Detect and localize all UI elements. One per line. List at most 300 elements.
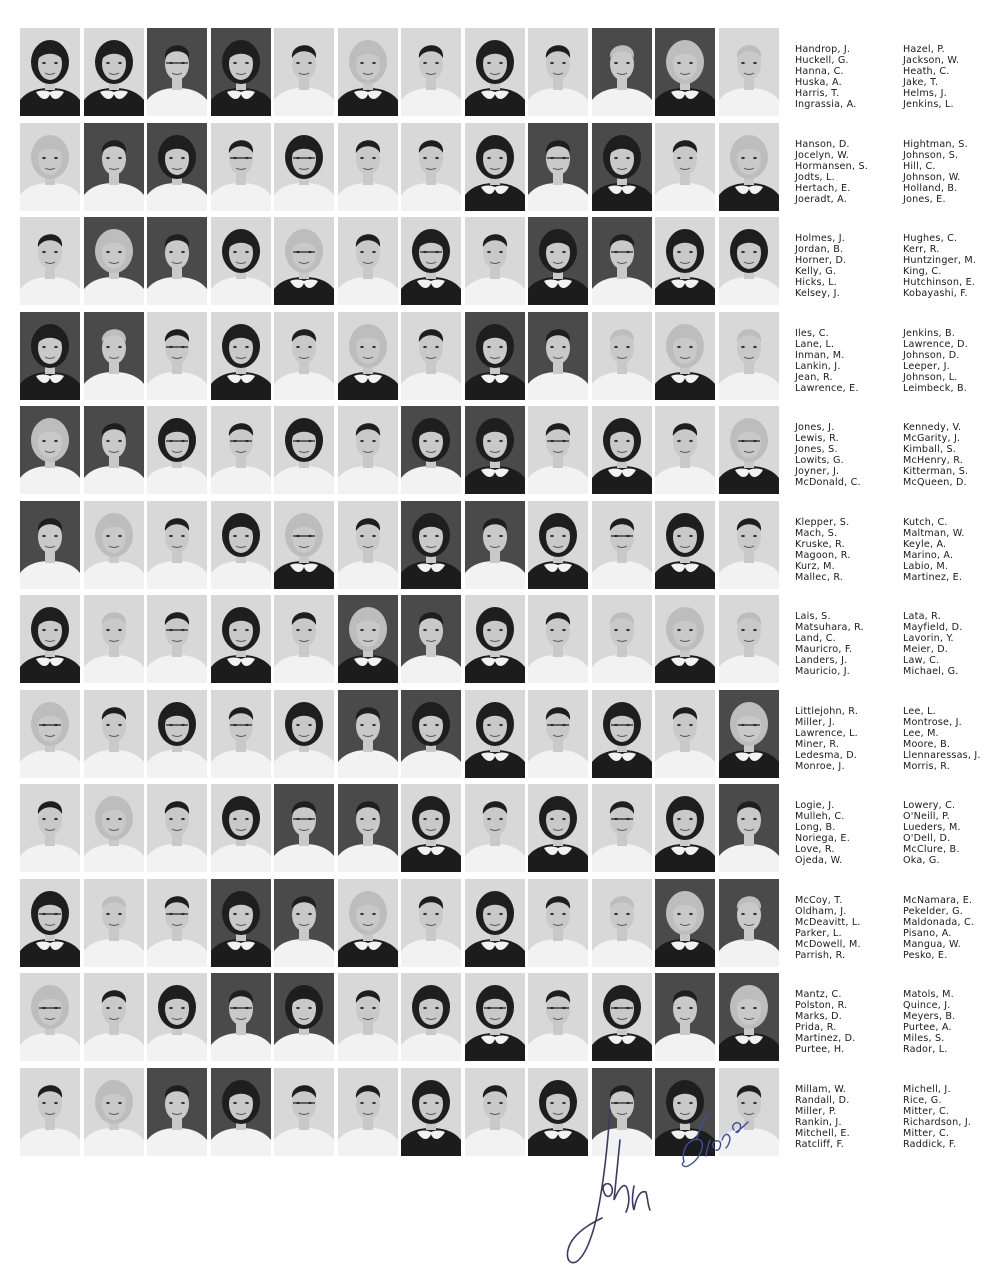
student-name: Richardson, J. [903, 1116, 972, 1128]
student-portrait [592, 312, 652, 400]
portrait-row [20, 123, 780, 215]
student-portrait [338, 501, 398, 589]
student-name: Noriega, E. [795, 833, 850, 844]
student-name: Kobayashi, F. [903, 288, 968, 299]
student-portrait [274, 406, 334, 494]
student-name: Handrop, J. [795, 44, 851, 55]
student-portrait [719, 595, 779, 683]
student-portrait [274, 784, 334, 872]
student-portrait [147, 501, 207, 589]
student-portrait [147, 595, 207, 683]
portrait-row [20, 595, 780, 687]
student-name: Land, C. [795, 633, 836, 644]
name-column-left [795, 989, 903, 1055]
student-portrait [211, 406, 271, 494]
student-portrait [465, 217, 525, 305]
name-block [795, 611, 1000, 691]
student-name: Jake, T. [903, 77, 939, 88]
student-portrait [20, 501, 80, 589]
name-block [795, 895, 1000, 975]
student-portrait [84, 690, 144, 778]
student-portrait [20, 595, 80, 683]
student-portrait [84, 217, 144, 305]
student-name: Marks, D. [795, 1011, 842, 1022]
student-portrait [528, 217, 588, 305]
student-portrait [211, 879, 271, 967]
student-name: Llennaressas, J. [903, 749, 981, 761]
student-name: Klepper, S. [795, 516, 850, 528]
student-portrait [465, 312, 525, 400]
student-portrait [592, 784, 652, 872]
portrait-row [20, 217, 780, 309]
student-name: Ledesma, D. [795, 749, 858, 761]
student-name: Lewis, R. [795, 433, 839, 444]
student-portrait [338, 784, 398, 872]
student-name: O'Neill, P. [903, 811, 950, 822]
student-portrait [274, 595, 334, 683]
name-column-left [795, 611, 903, 677]
student-portrait [20, 217, 80, 305]
student-portrait [465, 123, 525, 211]
student-portrait [655, 501, 715, 589]
student-name: Love, R. [795, 844, 835, 855]
student-name: Hormansen, S. [795, 160, 868, 172]
student-name: Jodts, L. [795, 171, 835, 183]
student-name: Leeper, J. [903, 360, 950, 372]
student-name: Lowits, G. [795, 455, 844, 466]
student-name: Rador, L. [903, 1044, 948, 1055]
student-name: Harris, T. [795, 88, 840, 99]
student-name: Miner, R. [795, 738, 840, 750]
student-portrait [20, 690, 80, 778]
student-portrait [528, 501, 588, 589]
student-portrait [147, 879, 207, 967]
student-name: Hutchinson, E. [903, 277, 976, 288]
student-portrait [719, 690, 779, 778]
student-name: Raddick, F. [903, 1138, 957, 1150]
student-name: Magoon, R. [795, 549, 851, 561]
student-name: Mitter, C. [903, 1127, 950, 1139]
name-column-left [795, 706, 903, 772]
student-portrait [274, 973, 334, 1061]
student-portrait [592, 217, 652, 305]
student-portrait [401, 406, 461, 494]
student-portrait [719, 501, 779, 589]
student-portrait [338, 595, 398, 683]
student-name: Jones, J. [795, 422, 835, 433]
student-portrait [84, 595, 144, 683]
student-name: Johnson, D. [903, 349, 960, 361]
student-name: Kelsey, J. [795, 288, 840, 299]
student-name: Quince, J. [903, 1000, 951, 1011]
name-column-left [795, 422, 903, 488]
student-name: Helms, J. [903, 88, 947, 99]
student-portrait [338, 217, 398, 305]
student-portrait [401, 217, 461, 305]
student-portrait [274, 28, 334, 116]
student-portrait [528, 28, 588, 116]
student-portrait [401, 1068, 461, 1156]
student-portrait [147, 28, 207, 116]
student-portrait [465, 28, 525, 116]
student-name: Mangua, W. [903, 938, 961, 950]
student-portrait [401, 28, 461, 116]
student-name: Lueders, M. [903, 822, 961, 833]
student-name: Kutch, C. [903, 516, 948, 528]
student-name: Meyers, B. [903, 1011, 956, 1022]
student-name: Hughes, C. [903, 233, 958, 244]
student-portrait [592, 595, 652, 683]
student-name: Lata, R. [903, 611, 941, 622]
name-column-right [903, 800, 1000, 866]
student-name: Huntzinger, M. [903, 255, 977, 266]
name-column-left [795, 44, 903, 110]
student-name: Labio, M. [903, 560, 949, 572]
student-name: Kurz, M. [795, 560, 835, 572]
student-portrait [211, 595, 271, 683]
student-name: Polston, R. [795, 1000, 848, 1011]
name-block [795, 422, 1000, 502]
student-name: Meier, D. [903, 644, 949, 655]
student-name: Miller, P. [795, 1105, 837, 1117]
student-portrait [592, 690, 652, 778]
student-portrait [655, 123, 715, 211]
student-portrait [274, 312, 334, 400]
name-block [795, 800, 1000, 880]
student-name: Morris, R. [903, 760, 951, 772]
student-name: Mayfield, D. [903, 622, 963, 633]
student-name: Jones, S. [795, 444, 838, 455]
student-portrait [20, 312, 80, 400]
student-name: Lowery, C. [903, 800, 956, 811]
student-name: Mallec, R. [795, 571, 844, 583]
student-name: Rankin, J. [795, 1116, 842, 1128]
student-name: Landers, J. [795, 655, 848, 666]
student-portrait [147, 1068, 207, 1156]
student-portrait [401, 501, 461, 589]
student-portrait [465, 1068, 525, 1156]
student-portrait [401, 690, 461, 778]
student-portrait [211, 784, 271, 872]
student-portrait [528, 973, 588, 1061]
portrait-row [20, 312, 780, 404]
student-name: Marino, A. [903, 549, 954, 561]
student-name: Hanna, C. [795, 66, 844, 77]
name-column-left [795, 517, 903, 583]
student-name: Millam, W. [795, 1083, 847, 1095]
student-portrait [719, 879, 779, 967]
portrait-row [20, 501, 780, 593]
student-name: Huckell, G. [795, 55, 849, 66]
student-portrait [655, 406, 715, 494]
student-name: Oka, G. [903, 855, 940, 866]
student-name: Parker, L. [795, 927, 842, 939]
name-block [795, 139, 1000, 219]
student-portrait [465, 973, 525, 1061]
student-name: King, C. [903, 266, 942, 277]
student-name: Law, C. [903, 655, 940, 666]
student-portrait [274, 123, 334, 211]
student-name: Maldonada, C. [903, 916, 975, 928]
name-block [795, 328, 1000, 408]
student-name: Huska, A. [795, 77, 842, 88]
student-name: Oldham, J. [795, 905, 847, 917]
student-name: Holland, B. [903, 182, 958, 194]
student-name: Jenkins, L. [903, 99, 954, 110]
name-column-right [903, 233, 1000, 299]
student-portrait [465, 879, 525, 967]
student-portrait [20, 123, 80, 211]
student-name: Keyle, A. [903, 538, 947, 550]
name-block [795, 517, 1000, 597]
name-column-left [795, 800, 903, 866]
student-name: Lavorin, Y. [903, 633, 954, 644]
student-portrait [338, 406, 398, 494]
student-portrait [719, 312, 779, 400]
student-name: Lee, L. [903, 705, 936, 717]
student-portrait [655, 690, 715, 778]
student-name: Jordan, B. [795, 244, 844, 255]
student-name: Pisano, A. [903, 927, 952, 939]
name-column-left [795, 233, 903, 299]
student-portrait [719, 406, 779, 494]
portrait-row [20, 973, 780, 1065]
student-portrait [592, 28, 652, 116]
student-portrait [655, 28, 715, 116]
handwritten-signatures [560, 1100, 760, 1272]
student-name: Michell, J. [903, 1083, 951, 1095]
student-name: Michael, G. [903, 666, 959, 677]
student-portrait [401, 879, 461, 967]
student-name: Hill, C. [903, 160, 936, 172]
student-portrait [592, 879, 652, 967]
student-portrait [655, 217, 715, 305]
portrait-row [20, 690, 780, 782]
student-portrait [84, 123, 144, 211]
student-name: Ojeda, W. [795, 855, 843, 866]
student-portrait [719, 28, 779, 116]
student-name: Mauricio, J. [795, 666, 851, 677]
student-name: Monroe, J. [795, 760, 845, 772]
student-name: Littlejohn, R. [795, 705, 859, 717]
student-name: Johnson, W. [903, 171, 961, 183]
name-column-right [903, 139, 1000, 205]
student-portrait [20, 406, 80, 494]
student-portrait [84, 28, 144, 116]
student-portrait [274, 501, 334, 589]
student-name: Miller, J. [795, 716, 836, 728]
name-block [795, 989, 1000, 1069]
student-name: Kerr, R. [903, 244, 940, 255]
student-portrait [20, 784, 80, 872]
student-name: Lawrence, D. [903, 338, 968, 350]
student-name: Joeradt, A. [795, 193, 848, 205]
student-portrait [465, 784, 525, 872]
name-block [795, 44, 1000, 124]
name-column-right [903, 611, 1000, 677]
student-portrait [211, 28, 271, 116]
student-portrait [401, 973, 461, 1061]
student-name: Hazel, P. [903, 44, 945, 55]
student-portrait [465, 406, 525, 494]
student-portrait [338, 973, 398, 1061]
student-name: Matols, M. [903, 989, 954, 1000]
student-portrait [274, 217, 334, 305]
student-name: Lawrence, E. [795, 382, 859, 394]
student-name: Jones, E. [903, 193, 946, 205]
student-portrait [84, 406, 144, 494]
student-name: Martinez, D. [795, 1033, 856, 1044]
student-portrait [338, 1068, 398, 1156]
name-column-left [795, 328, 903, 394]
student-name: Kelly, G. [795, 266, 837, 277]
student-portrait [655, 312, 715, 400]
student-name: McClure, B. [903, 844, 960, 855]
student-name: Parrish, R. [795, 949, 846, 961]
name-column-left [795, 139, 903, 205]
student-portrait [147, 312, 207, 400]
student-portrait [274, 879, 334, 967]
student-name: Purtee, A. [903, 1022, 952, 1033]
student-name: Prida, R. [795, 1022, 837, 1033]
student-portrait [655, 784, 715, 872]
student-name: Martinez, E. [903, 571, 963, 583]
student-name: Johnson, S. [903, 149, 959, 161]
student-portrait [274, 690, 334, 778]
portrait-row [20, 406, 780, 498]
student-name: McQueen, D. [903, 477, 967, 488]
name-column-left [795, 895, 903, 961]
name-column-right [903, 895, 1000, 961]
student-portrait [528, 879, 588, 967]
student-name: McCoy, T. [795, 894, 843, 906]
student-name: McHenry, R. [903, 455, 964, 466]
student-name: Montrose, J. [903, 716, 962, 728]
signature-diana [670, 1100, 760, 1200]
student-name: Hicks, L. [795, 277, 838, 288]
student-portrait [719, 973, 779, 1061]
student-name: Joyner, J. [795, 466, 840, 477]
student-portrait [401, 595, 461, 683]
student-name: Jenkins, B. [903, 327, 956, 339]
student-portrait [719, 784, 779, 872]
student-name: Mitchell, E. [795, 1127, 850, 1139]
student-portrait [147, 217, 207, 305]
student-name: Pesko, E. [903, 949, 948, 961]
student-portrait [592, 406, 652, 494]
student-portrait [20, 973, 80, 1061]
student-portrait [338, 123, 398, 211]
student-portrait [655, 595, 715, 683]
student-portrait [655, 879, 715, 967]
student-name: Lankin, J. [795, 360, 841, 372]
student-name: Ratcliff, F. [795, 1138, 844, 1150]
student-portrait [528, 784, 588, 872]
name-column-right [903, 706, 1000, 772]
student-name: Long, B. [795, 822, 836, 833]
student-portrait [338, 312, 398, 400]
student-portrait [147, 123, 207, 211]
student-portrait [84, 973, 144, 1061]
student-portrait [528, 123, 588, 211]
student-name: Kennedy, V. [903, 422, 962, 433]
student-name: McNamara, E. [903, 894, 973, 906]
student-portrait [147, 406, 207, 494]
student-name: Horner, D. [795, 255, 847, 266]
student-name: McDonald, C. [795, 477, 861, 488]
student-name: Lais, S. [795, 611, 831, 622]
student-portrait [401, 123, 461, 211]
student-portrait [338, 690, 398, 778]
name-column-right [903, 44, 1000, 110]
portrait-row [20, 784, 780, 876]
student-name: Matsuhara, R. [795, 622, 864, 633]
student-name: Ingrassia, A. [795, 99, 857, 110]
student-portrait [592, 501, 652, 589]
student-name: Lawrence, L. [795, 727, 858, 739]
student-portrait [401, 312, 461, 400]
student-portrait [274, 1068, 334, 1156]
student-name: Purtee, H. [795, 1044, 845, 1055]
name-column-right [903, 328, 1000, 394]
student-name: Miles, S. [903, 1033, 945, 1044]
student-portrait [20, 1068, 80, 1156]
student-name: Rice, G. [903, 1094, 942, 1106]
student-name: Kitterman, S. [903, 466, 969, 477]
student-portrait [20, 28, 80, 116]
portrait-row [20, 28, 780, 120]
student-name: Inman, M. [795, 349, 845, 361]
student-portrait [84, 312, 144, 400]
name-column-right [903, 422, 1000, 488]
student-portrait [592, 123, 652, 211]
student-portrait [655, 973, 715, 1061]
student-name: Hightman, S. [903, 138, 968, 150]
student-name: Lee, M. [903, 727, 939, 739]
student-portrait [592, 973, 652, 1061]
student-portrait [719, 217, 779, 305]
student-name: Randall, D. [795, 1094, 850, 1106]
student-portrait [147, 690, 207, 778]
student-portrait [465, 690, 525, 778]
student-portrait [211, 501, 271, 589]
student-portrait [211, 1068, 271, 1156]
name-column-right [903, 1084, 1000, 1150]
student-portrait [211, 123, 271, 211]
student-name: Mach, S. [795, 527, 838, 539]
student-name: Mitter, C. [903, 1105, 950, 1117]
name-block [795, 233, 1000, 313]
student-name: Mulleh, C. [795, 811, 845, 822]
student-portrait [465, 595, 525, 683]
student-name: Iles, C. [795, 327, 829, 339]
student-name: Kruske, R. [795, 538, 845, 550]
student-name: Lane, L. [795, 338, 835, 350]
student-name: McGarity, J. [903, 433, 961, 444]
student-portrait [84, 784, 144, 872]
student-portrait [211, 973, 271, 1061]
signature-john [560, 1100, 670, 1270]
student-name: Holmes, J. [795, 233, 845, 244]
student-name: Heath, C. [903, 66, 950, 77]
student-portrait [338, 879, 398, 967]
student-portrait [528, 312, 588, 400]
student-portrait [84, 879, 144, 967]
student-portrait [84, 501, 144, 589]
student-name: Hanson, D. [795, 138, 850, 150]
student-portrait [401, 784, 461, 872]
student-portrait [528, 406, 588, 494]
